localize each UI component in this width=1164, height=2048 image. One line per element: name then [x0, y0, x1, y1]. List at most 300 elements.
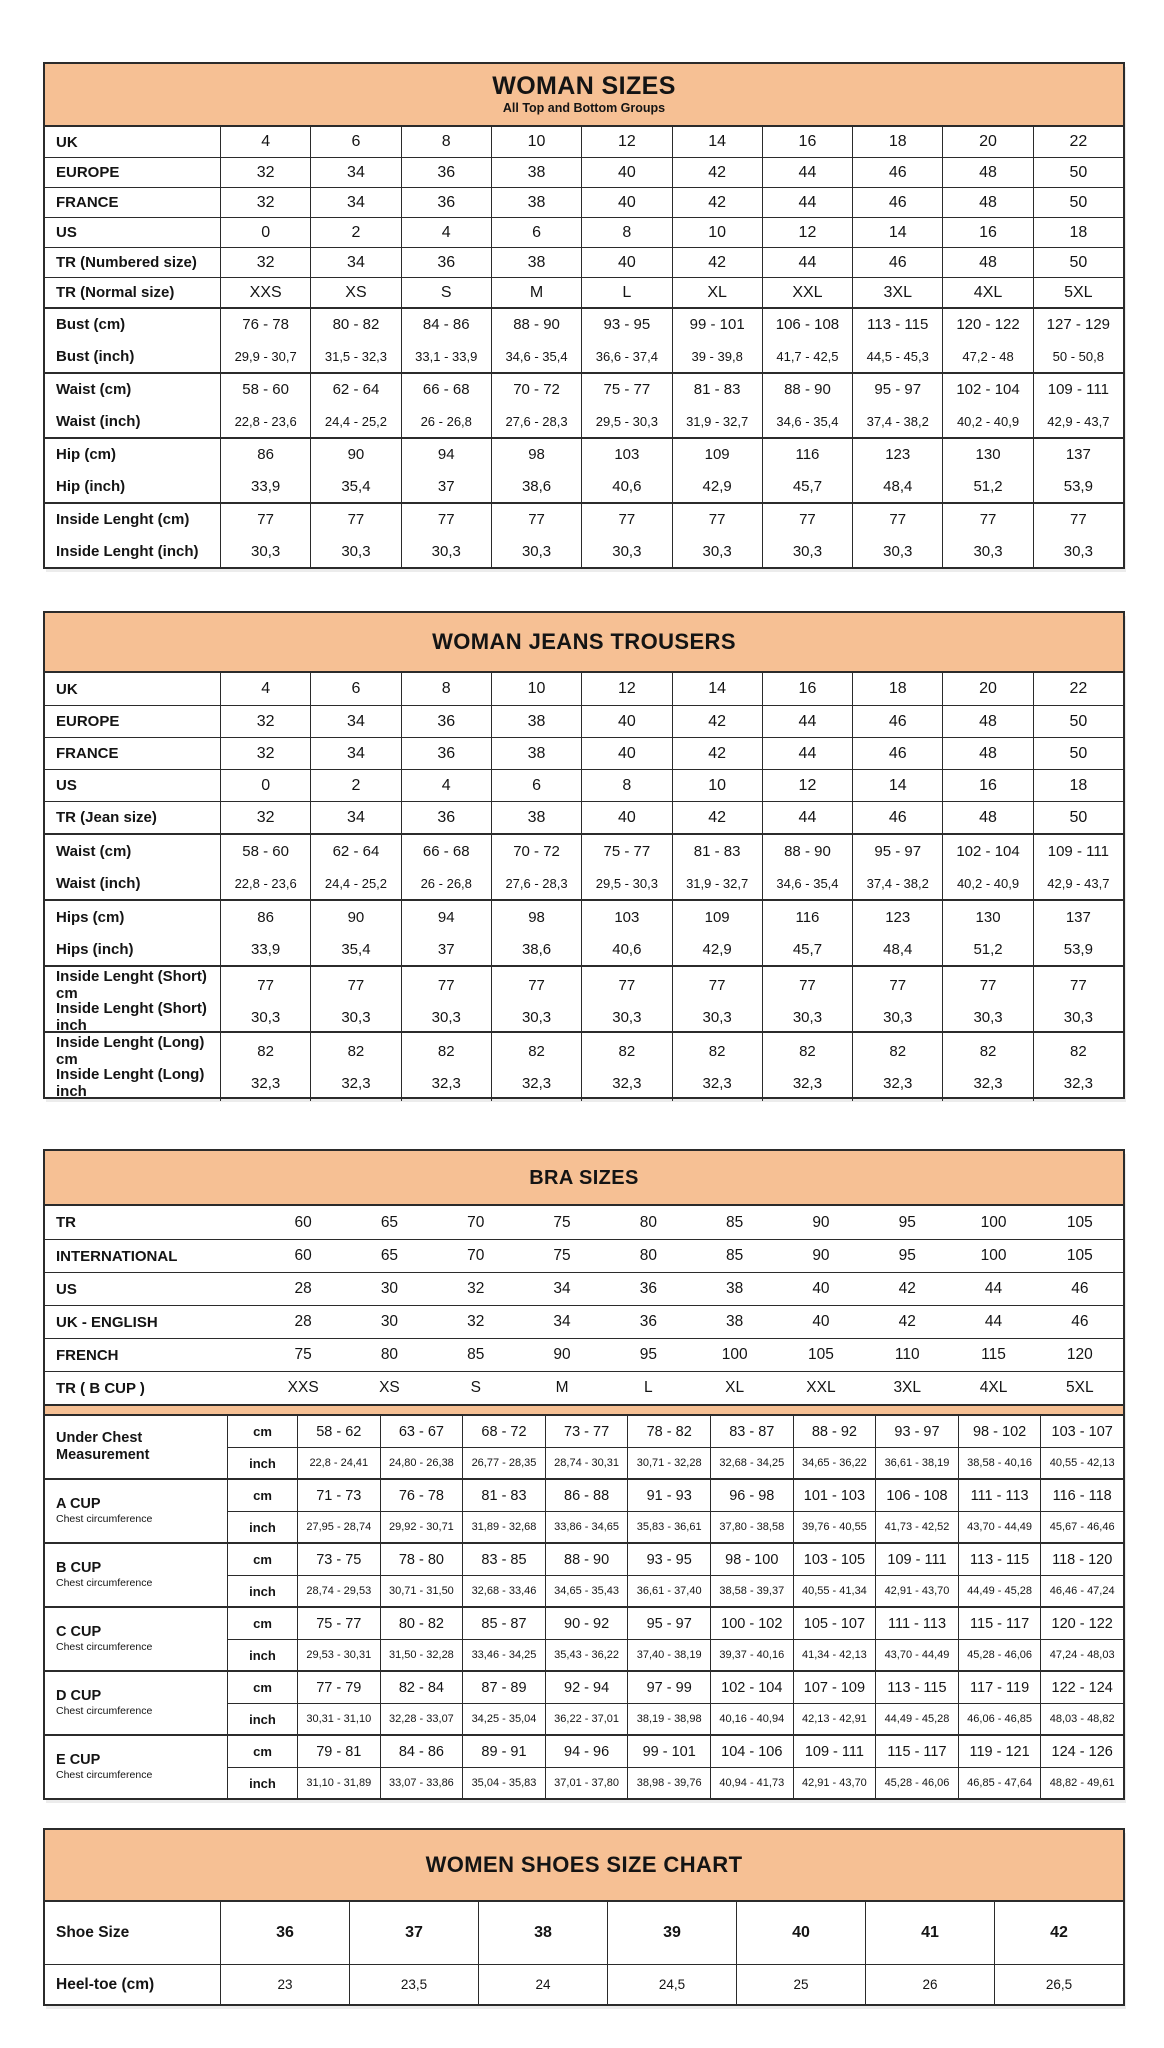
row-label: Waist (cm) — [56, 842, 132, 860]
size-value: 110 — [894, 1346, 920, 1363]
size-value: 66 - 68 — [401, 374, 491, 406]
size-value: 78 - 82 — [627, 1416, 710, 1447]
size-value: 22 — [1033, 127, 1123, 157]
size-value: 32 — [220, 158, 310, 187]
size-value: 80 — [639, 1247, 657, 1264]
size-value: 30,3 — [762, 536, 852, 568]
size-value: 29,9 - 30,7 — [220, 341, 310, 373]
table-row — [45, 867, 1123, 899]
size-value: 127 - 129 — [1033, 309, 1123, 341]
size-value: 46,46 - 47,24 — [1040, 1575, 1123, 1606]
size-value: 85 — [726, 1247, 744, 1264]
size-value: 34,65 - 35,43 — [545, 1575, 628, 1606]
woman-sizes-body — [45, 127, 1123, 567]
size-value: 34 — [553, 1313, 571, 1330]
size-value: 103 - 105 — [793, 1544, 876, 1575]
size-value: 42 — [672, 188, 762, 217]
size-value: 48,03 - 48,82 — [1040, 1703, 1123, 1734]
table-row — [45, 1206, 1123, 1239]
size-value: 98 — [491, 439, 581, 471]
size-value: 99 - 101 — [672, 309, 762, 341]
size-value: 33,9 — [220, 933, 310, 965]
measurement-group — [45, 965, 1123, 1034]
size-value: 82 — [581, 1033, 671, 1069]
cup-label — [45, 1416, 227, 1478]
table-row — [45, 247, 1123, 277]
size-value: 109 — [672, 439, 762, 471]
size-value: 12 — [762, 218, 852, 247]
size-value: 123 — [852, 901, 942, 933]
bra-sizes-header — [45, 1151, 1123, 1206]
size-value: 40,6 — [581, 471, 671, 503]
size-value: 97 - 99 — [627, 1672, 710, 1703]
table-title: WOMAN JEANS TROUSERS — [432, 628, 736, 654]
table-row — [45, 471, 1123, 503]
size-value: 29,53 - 30,31 — [297, 1639, 380, 1670]
size-value: 5XL — [1066, 1379, 1094, 1396]
measurement-group — [45, 307, 1123, 372]
size-value: 73 - 77 — [545, 1416, 628, 1447]
size-value: 75 — [553, 1213, 571, 1231]
size-value: 60 — [294, 1213, 312, 1231]
table-title: BRA SIZES — [529, 1166, 639, 1189]
cup-label-title: B CUP — [56, 1560, 102, 1576]
size-value: 60 — [294, 1247, 312, 1264]
size-value: 4XL — [979, 1379, 1008, 1396]
size-value: 20 — [942, 673, 1032, 705]
cup-group — [45, 1416, 1123, 1478]
size-value: 32,3 — [942, 1065, 1032, 1101]
size-value: 88 - 90 — [545, 1544, 628, 1575]
size-value: 36,61 - 37,40 — [627, 1575, 710, 1606]
size-value: 115 - 117 — [875, 1736, 958, 1767]
size-value: 100 — [980, 1247, 1007, 1264]
size-value: 113 - 115 — [852, 309, 942, 341]
size-value: 115 — [981, 1346, 1006, 1363]
size-value: 117 - 119 — [958, 1672, 1041, 1703]
size-value: 77 — [401, 967, 491, 1003]
row-label: Bust (cm) — [56, 316, 126, 334]
table-row — [45, 1272, 1123, 1305]
size-value: 95 - 97 — [852, 835, 942, 867]
size-value: 23,5 — [349, 1965, 478, 2004]
size-value: 37,4 - 38,2 — [852, 406, 942, 438]
size-value: L — [581, 278, 671, 307]
measurement-group — [45, 372, 1123, 437]
size-value: 48 — [942, 158, 1032, 187]
size-value: 38 — [478, 1902, 607, 1964]
size-value: 24,5 — [607, 1965, 736, 2004]
size-value: 32,3 — [401, 1065, 491, 1101]
size-value: 29,92 - 30,71 — [380, 1511, 463, 1542]
size-value: 122 - 124 — [1040, 1672, 1123, 1703]
size-value: 31,89 - 32,68 — [462, 1511, 545, 1542]
size-value: 37,80 - 38,58 — [710, 1511, 793, 1542]
size-value: 95 — [639, 1346, 657, 1363]
woman-jeans-table — [43, 611, 1125, 1099]
size-value: 34 — [310, 188, 400, 217]
size-value: 83 - 87 — [710, 1416, 793, 1447]
size-value: 94 - 96 — [545, 1736, 628, 1767]
size-value: 38 — [491, 248, 581, 277]
row-label: Inside Lenght (inch) — [56, 542, 199, 560]
size-value: 42 — [672, 158, 762, 187]
size-value: 12 — [581, 127, 671, 157]
size-value: 46 — [852, 706, 942, 737]
table-row — [45, 217, 1123, 247]
row-label: Hip (cm) — [56, 446, 116, 464]
size-value: 63 - 67 — [380, 1416, 463, 1447]
size-value: 8 — [401, 673, 491, 705]
size-value: 44,49 - 45,28 — [958, 1575, 1041, 1606]
size-value: 137 — [1033, 901, 1123, 933]
size-value: 29,5 - 30,3 — [581, 406, 671, 438]
size-value: 106 - 108 — [762, 309, 852, 341]
size-value: 39,37 - 40,16 — [710, 1639, 793, 1670]
size-value: 42 — [672, 802, 762, 833]
size-value: 30 — [380, 1280, 399, 1297]
size-value: 44 — [762, 802, 852, 833]
size-value: 30,31 - 31,10 — [297, 1703, 380, 1734]
size-value: 96 - 98 — [710, 1480, 793, 1511]
row-label: TR (Jean size) — [56, 809, 157, 826]
unit-label-cm: cm — [227, 1736, 297, 1767]
size-value: 48 — [942, 706, 1032, 737]
size-value: 80 - 82 — [310, 309, 400, 341]
size-value: 40,6 — [581, 933, 671, 965]
size-value: 30,3 — [491, 999, 581, 1035]
size-value: 30,3 — [310, 999, 400, 1035]
size-value: 34 — [553, 1280, 571, 1297]
size-value: 4 — [401, 218, 491, 247]
size-value: 105 — [808, 1346, 834, 1363]
size-value: 42,9 — [672, 471, 762, 503]
row-label: EUROPE — [56, 164, 120, 181]
size-value: 27,95 - 28,74 — [297, 1511, 380, 1542]
size-value: 42,13 - 42,91 — [793, 1703, 876, 1734]
size-value: 77 — [852, 504, 942, 536]
shoes-size-table — [43, 1828, 1125, 2006]
row-label: Waist (cm) — [56, 381, 132, 399]
size-value: S — [401, 278, 491, 307]
size-value: 77 — [942, 967, 1032, 1003]
size-value: 137 — [1033, 439, 1123, 471]
cup-label-title: C CUP — [56, 1624, 102, 1640]
row-label: TR (Normal size) — [56, 284, 175, 301]
size-value: XXS — [287, 1379, 319, 1396]
size-value: 30,3 — [401, 999, 491, 1035]
size-value: 34 — [310, 706, 400, 737]
size-value: XXL — [806, 1379, 836, 1396]
size-value: 77 — [1033, 504, 1123, 536]
size-value: 102 - 104 — [710, 1672, 793, 1703]
size-value: 2 — [310, 770, 400, 801]
table-row — [45, 1065, 1123, 1100]
size-value: 36 — [401, 706, 491, 737]
size-value: 82 — [1033, 1033, 1123, 1069]
size-value: 95 - 97 — [852, 374, 942, 406]
size-value: 30,3 — [852, 536, 942, 568]
size-value: 50 — [1033, 738, 1123, 769]
size-value: 6 — [491, 770, 581, 801]
size-value: 33,86 - 34,65 — [545, 1511, 628, 1542]
size-value: 77 — [942, 504, 1032, 536]
table-row — [45, 341, 1123, 373]
size-value: 32,3 — [1033, 1065, 1123, 1101]
size-value: 65 — [380, 1213, 399, 1231]
size-value: 30,3 — [491, 536, 581, 568]
size-value: 38,19 - 38,98 — [627, 1703, 710, 1734]
size-value: 109 — [672, 901, 762, 933]
size-value: 50 — [1033, 802, 1123, 833]
size-value: 77 — [1033, 967, 1123, 1003]
size-value: 44 — [762, 706, 852, 737]
size-value: 40 — [581, 738, 671, 769]
size-value: 30 — [380, 1313, 399, 1330]
size-value: 51,2 — [942, 933, 1032, 965]
size-value: 10 — [672, 770, 762, 801]
row-label: Inside Lenght (Short) inch — [56, 1000, 207, 1034]
size-value: 32,3 — [852, 1065, 942, 1101]
size-value: 28 — [294, 1280, 312, 1297]
table-title: WOMEN SHOES SIZE CHART — [425, 1851, 743, 1877]
size-value: 50 — [1033, 706, 1123, 737]
size-value: 41,7 - 42,5 — [762, 341, 852, 373]
size-value: 33,46 - 34,25 — [462, 1639, 545, 1670]
size-value: 77 — [672, 504, 762, 536]
size-value: 30,3 — [942, 999, 1032, 1035]
size-value: 32,3 — [762, 1065, 852, 1101]
woman-jeans-header — [45, 613, 1123, 673]
woman-jeans-body — [45, 673, 1123, 1100]
size-value: 104 - 106 — [710, 1736, 793, 1767]
size-value: 95 - 97 — [627, 1608, 710, 1639]
size-value: 42 — [672, 706, 762, 737]
cup-label-subtitle: Chest circumference — [56, 1769, 153, 1782]
size-value: 8 — [581, 770, 671, 801]
size-value: 40 — [581, 158, 671, 187]
size-value: 82 — [401, 1033, 491, 1069]
size-value: 40,2 - 40,9 — [942, 406, 1032, 438]
size-value: 26 - 26,8 — [401, 406, 491, 438]
size-value: 38,58 - 40,16 — [958, 1447, 1041, 1478]
size-value: 39 — [607, 1902, 736, 1964]
size-value: 40 — [581, 248, 671, 277]
size-value: 81 - 83 — [462, 1480, 545, 1511]
size-value: 46 — [1071, 1280, 1089, 1297]
size-value: 4 — [220, 127, 310, 157]
row-label: UK — [56, 133, 78, 151]
size-value: 40 — [581, 188, 671, 217]
size-value: 32 — [467, 1313, 485, 1330]
size-value: 40 — [581, 802, 671, 833]
size-value: 36 — [401, 248, 491, 277]
size-value: 30,3 — [220, 999, 310, 1035]
measurement-group — [45, 899, 1123, 965]
size-value: 90 - 92 — [545, 1608, 628, 1639]
size-value: 32 — [467, 1280, 485, 1297]
size-value: 46,06 - 46,85 — [958, 1703, 1041, 1734]
size-value: 90 — [310, 439, 400, 471]
size-value: 22,8 - 23,6 — [220, 406, 310, 438]
size-value: 26 — [865, 1965, 994, 2004]
size-value: 75 — [294, 1346, 312, 1363]
size-value: 3XL — [893, 1379, 922, 1396]
table-row — [45, 536, 1123, 568]
size-value: 40 — [812, 1313, 830, 1330]
size-value: 30,3 — [672, 999, 762, 1035]
size-value: 4 — [220, 673, 310, 705]
size-value: 31,5 - 32,3 — [310, 341, 400, 373]
size-value: 42,91 - 43,70 — [875, 1575, 958, 1606]
size-value: 36 — [401, 738, 491, 769]
unit-label-inch: inch — [227, 1575, 297, 1606]
size-value: 35,4 — [310, 471, 400, 503]
table-row — [45, 1902, 1123, 1964]
size-value: 93 - 97 — [875, 1416, 958, 1447]
size-value: 77 — [310, 504, 400, 536]
size-value: 77 — [581, 504, 671, 536]
measurement-group — [45, 502, 1123, 567]
table-row — [45, 737, 1123, 769]
size-value: 79 - 81 — [297, 1736, 380, 1767]
woman-sizes-table — [43, 62, 1125, 569]
size-value: 16 — [762, 673, 852, 705]
size-value: 77 — [762, 967, 852, 1003]
table-row — [45, 673, 1123, 705]
unit-label-inch: inch — [227, 1639, 297, 1670]
table-row — [45, 933, 1123, 965]
size-value: M — [491, 278, 581, 307]
table-row — [45, 999, 1123, 1034]
size-value: 44,49 - 45,28 — [875, 1703, 958, 1734]
size-value: 77 — [491, 967, 581, 1003]
size-value: 50 — [1033, 188, 1123, 217]
size-value: 35,83 - 36,61 — [627, 1511, 710, 1542]
size-value: 102 - 104 — [942, 835, 1032, 867]
size-value: 101 - 103 — [793, 1480, 876, 1511]
size-value: 43,70 - 44,49 — [958, 1511, 1041, 1542]
size-value: 18 — [1033, 770, 1123, 801]
size-value: 48 — [942, 738, 1032, 769]
size-value: 109 - 111 — [793, 1736, 876, 1767]
row-label: US — [56, 777, 77, 794]
size-value: 23 — [220, 1965, 349, 2004]
table-subtitle: All Top and Bottom Groups — [502, 100, 666, 115]
size-value: 107 - 109 — [793, 1672, 876, 1703]
cup-label — [45, 1672, 227, 1734]
table-row — [45, 835, 1123, 867]
size-value: 34 — [310, 158, 400, 187]
size-value: 80 — [380, 1346, 399, 1363]
row-label: INTERNATIONAL — [56, 1247, 178, 1265]
size-value: 44 — [762, 188, 852, 217]
size-value: 109 - 111 — [875, 1544, 958, 1575]
size-value: 109 - 111 — [1033, 374, 1123, 406]
unit-label-cm: cm — [227, 1416, 297, 1447]
size-value: 26,77 - 28,35 — [462, 1447, 545, 1478]
size-value: 25 — [736, 1965, 865, 2004]
size-value: 44 — [984, 1313, 1003, 1330]
size-value: 32,3 — [310, 1065, 400, 1101]
size-value: 38,98 - 39,76 — [627, 1767, 710, 1798]
size-value: 51,2 — [942, 471, 1032, 503]
spacer — [43, 569, 1125, 611]
size-value: 70 - 72 — [491, 835, 581, 867]
unit-label-inch: inch — [227, 1767, 297, 1798]
size-value: 88 - 90 — [491, 309, 581, 341]
size-value: 119 - 121 — [958, 1736, 1041, 1767]
size-value: 77 — [581, 967, 671, 1003]
table-row — [45, 277, 1123, 307]
size-value: 77 — [852, 967, 942, 1003]
size-value: 16 — [942, 770, 1032, 801]
size-value: 32,68 - 33,46 — [462, 1575, 545, 1606]
size-value: 30,71 - 32,28 — [627, 1447, 710, 1478]
cup-label-title: Under Chest Measurement — [56, 1429, 150, 1463]
size-value: 38,58 - 39,37 — [710, 1575, 793, 1606]
unit-label-cm: cm — [227, 1672, 297, 1703]
row-label: Waist (inch) — [56, 874, 141, 892]
size-value: 77 - 79 — [297, 1672, 380, 1703]
size-value: 93 - 95 — [581, 309, 671, 341]
size-value: 37 — [349, 1902, 478, 1964]
size-value: XL — [672, 278, 762, 307]
size-value: 30,3 — [852, 999, 942, 1035]
size-value: 111 - 113 — [958, 1480, 1041, 1511]
cup-group — [45, 1542, 1123, 1606]
size-value: 86 — [220, 439, 310, 471]
size-value: 105 — [1066, 1213, 1093, 1231]
size-value: 28,74 - 30,31 — [545, 1447, 628, 1478]
woman-sizes-header — [45, 64, 1123, 127]
size-value: 6 — [310, 673, 400, 705]
row-label: Waist (inch) — [56, 412, 141, 430]
size-value: 91 - 93 — [627, 1480, 710, 1511]
size-value: 38,6 — [491, 933, 581, 965]
size-value: 46,85 - 47,64 — [958, 1767, 1041, 1798]
size-value: 30,3 — [581, 999, 671, 1035]
size-value: 85 — [467, 1346, 485, 1363]
size-value: 130 — [942, 901, 1032, 933]
size-value: 12 — [581, 673, 671, 705]
size-value: 86 — [220, 901, 310, 933]
size-value: 30,3 — [401, 536, 491, 568]
size-value: 70 — [467, 1213, 485, 1231]
row-label: Inside Lenght (Long) cm — [56, 1034, 205, 1068]
size-value: 50 — [1033, 158, 1123, 187]
size-value: 32 — [220, 706, 310, 737]
unit-label-cm: cm — [227, 1480, 297, 1511]
size-value: 36 — [401, 802, 491, 833]
size-value: 77 — [762, 504, 852, 536]
size-value: 35,04 - 35,83 — [462, 1767, 545, 1798]
size-value: 82 — [852, 1033, 942, 1069]
size-value: 36 — [220, 1902, 349, 1964]
size-value: 85 — [726, 1213, 744, 1231]
size-value: 35,43 - 36,22 — [545, 1639, 628, 1670]
size-value: 44 — [762, 738, 852, 769]
cup-label-title: E CUP — [56, 1752, 101, 1768]
size-value: 24,4 - 25,2 — [310, 406, 400, 438]
size-value: 37 — [401, 471, 491, 503]
row-label: Inside Lenght (cm) — [56, 511, 190, 529]
size-value: 71 - 73 — [297, 1480, 380, 1511]
size-value: 41,73 - 42,52 — [875, 1511, 958, 1542]
size-value: 40,16 - 40,94 — [710, 1703, 793, 1734]
size-value: 36,22 - 37,01 — [545, 1703, 628, 1734]
size-value: 42,9 - 43,7 — [1033, 406, 1123, 438]
